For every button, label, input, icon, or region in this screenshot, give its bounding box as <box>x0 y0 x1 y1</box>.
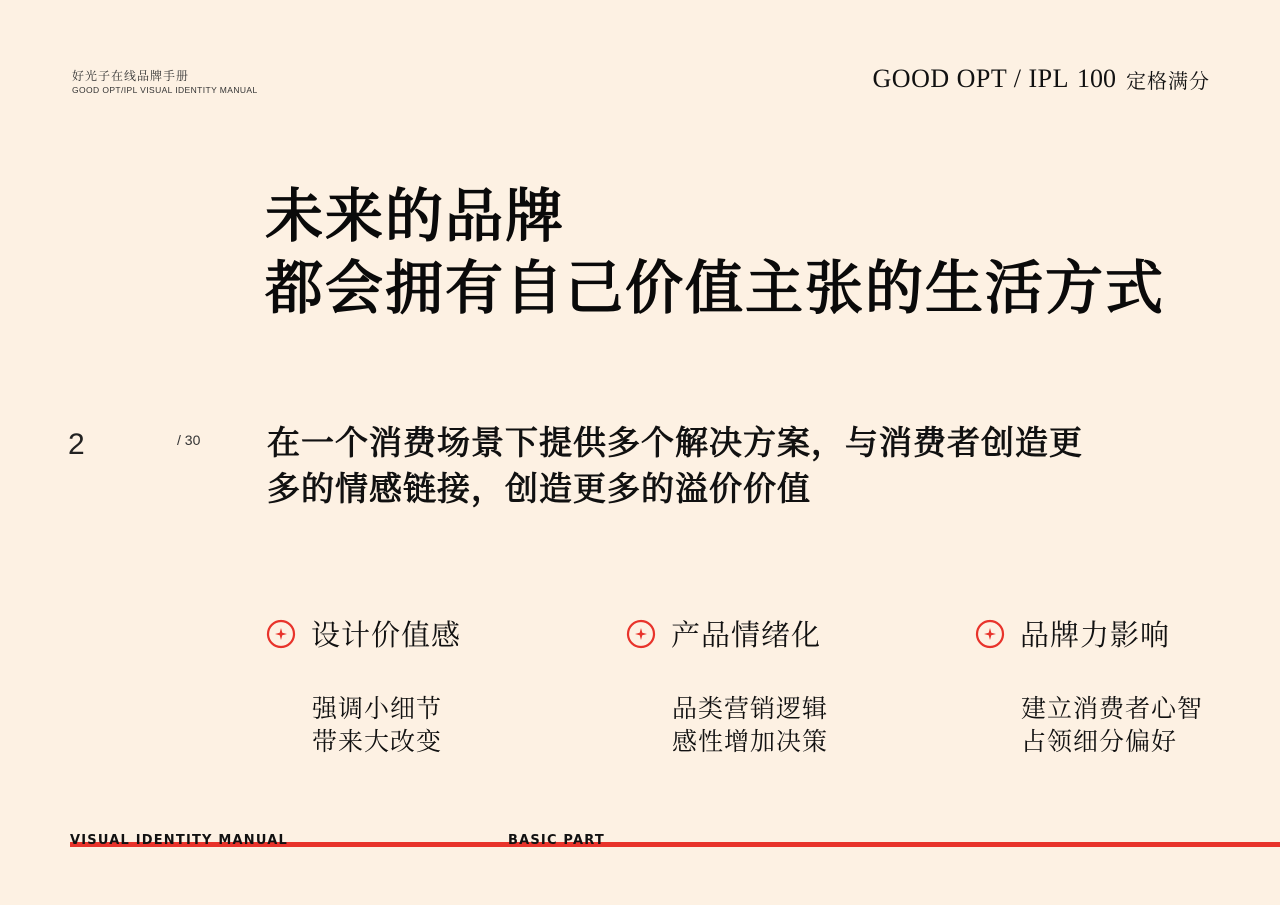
page-total: / 30 <box>177 432 201 448</box>
brand-name-cn: 定格满分 <box>1126 68 1210 93</box>
feature-desc-line: 带来大改变 <box>312 727 443 756</box>
headline <box>265 180 1165 324</box>
subheading-line-2: 多的情感链接，创造更多的溢价价值 <box>267 469 811 508</box>
feature-desc-line: 品类营销逻辑 <box>672 694 829 723</box>
page-number: 2 <box>68 428 85 461</box>
feature-description <box>1021 692 1203 758</box>
subheading-line-1: 在一个消费场景下提供多个解决方案，与消费者创造更 <box>267 423 1083 462</box>
feature-title: 品牌力影响 <box>1020 618 1171 652</box>
feature-title: 设计价值感 <box>311 618 462 652</box>
feature-desc-line: 强调小细节 <box>312 694 443 723</box>
manual-title-cn: 好光子在线品牌手册 <box>72 69 190 83</box>
feature-product-emotion <box>626 613 828 758</box>
subheading <box>267 420 1167 512</box>
headline-line-2: 都会拥有自己价值主张的生活方式 <box>265 254 1166 322</box>
feature-title: 产品情绪化 <box>671 618 822 652</box>
star-circle-icon <box>626 619 656 649</box>
headline-line-1: 未来的品牌 <box>265 182 566 250</box>
brand-logo <box>873 64 1210 94</box>
brand-name-en: GOOD OPT / IPL <box>872 64 1069 93</box>
feature-brand-influence <box>975 613 1203 758</box>
feature-description <box>672 692 828 758</box>
manual-title-en: GOOD OPT/IPL VISUAL IDENTITY MANUAL <box>72 85 258 95</box>
brand-number: 100 <box>1077 64 1116 93</box>
star-circle-icon <box>266 619 296 649</box>
feature-design-value <box>266 613 461 758</box>
footer-manual-label: VISUAL IDENTITY MANUAL <box>70 833 288 848</box>
feature-desc-line: 感性增加决策 <box>672 727 829 756</box>
feature-description <box>312 692 461 758</box>
footer-section-label: BASIC PART <box>508 833 605 848</box>
feature-desc-line: 占领细分偏好 <box>1021 727 1178 756</box>
feature-desc-line: 建立消费者心智 <box>1021 694 1204 723</box>
star-circle-icon <box>975 619 1005 649</box>
